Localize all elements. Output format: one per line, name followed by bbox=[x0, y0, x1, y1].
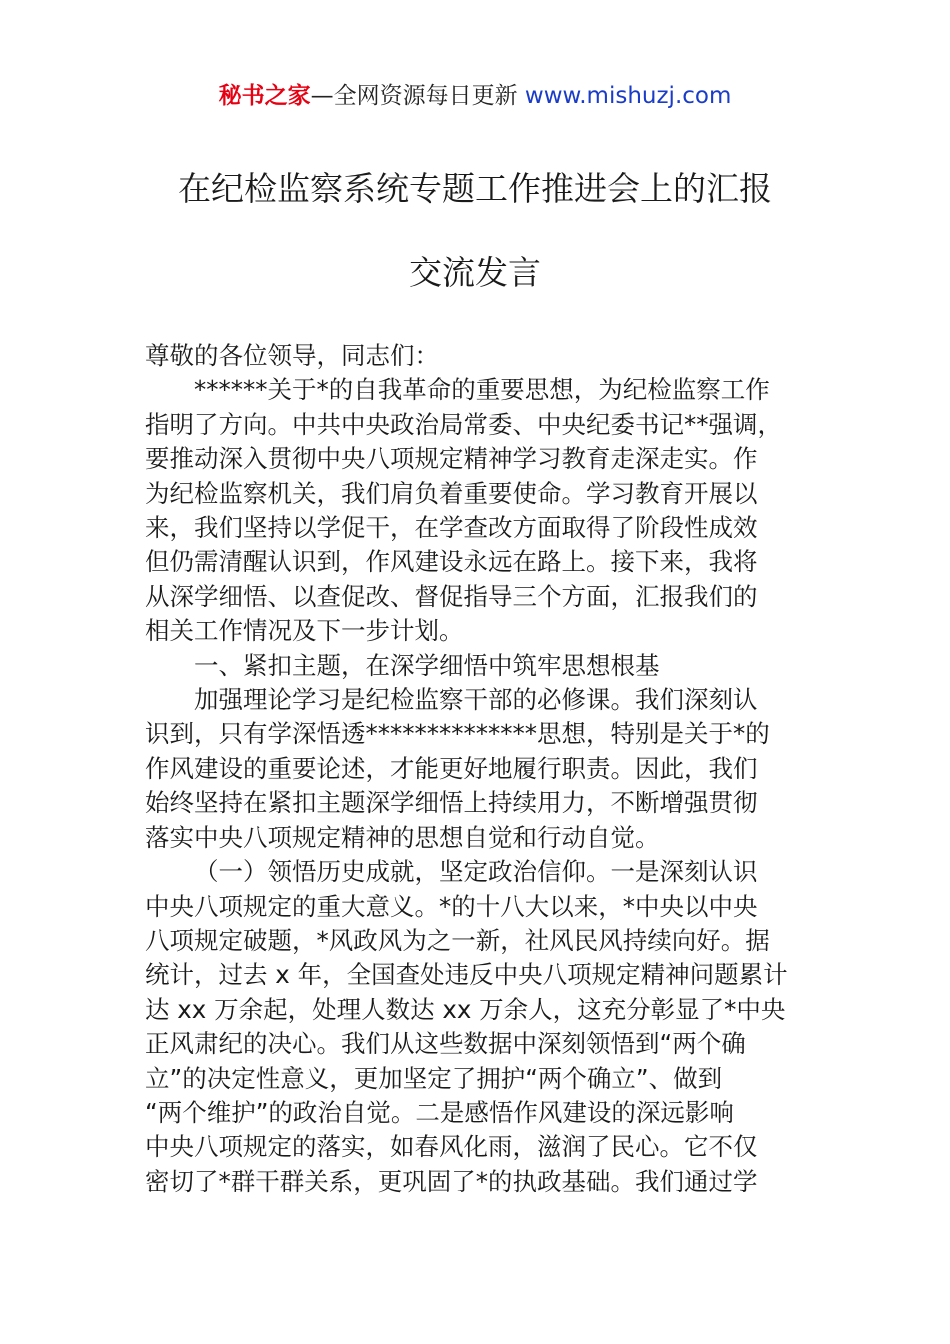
body-line: 指明了方向。中共中央政治局常委、中央纪委书记**强调， bbox=[145, 409, 782, 439]
body-line: 作风建设的重要论述，才能更好地履行职责。因此，我们 bbox=[145, 753, 758, 783]
body-line: 从深学细悟、以查促改、督促指导三个方面，汇报我们的 bbox=[145, 581, 758, 611]
body-line: 立”的决定性意义，更加坚定了拥护“两个确立”、做到 bbox=[145, 1063, 723, 1093]
body-line: （一）领悟历史成就，坚定政治信仰。一是深刻认识 bbox=[194, 857, 758, 887]
body-line: 加强理论学习是纪检监察干部的必修课。我们深刻认 bbox=[194, 685, 758, 715]
body-line: 落实中央八项规定精神的思想自觉和行动自觉。 bbox=[145, 822, 660, 852]
body-line: 中央八项规定的落实，如春风化雨，滋润了民心。它不仅 bbox=[145, 1132, 758, 1162]
body-line: 八项规定破题，*风政风为之一新，社风民风持续向好。据 bbox=[145, 925, 770, 955]
body-line: 中央八项规定的重大意义。*的十八大以来，*中央以中央 bbox=[145, 891, 758, 921]
document-title bbox=[0, 169, 950, 292]
title-line-2: 交流发言 bbox=[409, 253, 541, 292]
body-line: 尊敬的各位领导，同志们： bbox=[145, 341, 439, 370]
body-line: 密切了*群干群关系，更巩固了*的执政基础。我们通过学 bbox=[145, 1166, 758, 1196]
site-slogan: —全网资源每日更新 bbox=[310, 83, 525, 109]
body-line: 识到，只有学深悟透**************思想，特别是关于*的 bbox=[145, 719, 770, 749]
body-line: ******关于*的自我革命的重要思想，为纪检监察工作 bbox=[194, 375, 770, 405]
site-brand: 秘书之家 bbox=[218, 83, 311, 109]
body-line: 要推动深入贯彻中央八项规定精神学习教育走深走实。作 bbox=[145, 444, 758, 474]
body-line: 始终坚持在紧扣主题深学细悟上持续用力，不断增强贯彻 bbox=[145, 788, 758, 818]
site-url-link[interactable]: www.mishuzj.com bbox=[524, 83, 732, 109]
body-line: 相关工作情况及下一步计划。 bbox=[145, 616, 464, 646]
body-line: 来，我们坚持以学促干，在学查改方面取得了阶段性成效 bbox=[145, 513, 758, 543]
body-line: 统计，过去 x 年，全国查处违反中央八项规定精神问题累计 bbox=[145, 960, 788, 990]
section-heading: 一、紧扣主题，在深学细悟中筑牢思想根基 bbox=[194, 650, 660, 680]
body-line: 正风肃纪的决心。我们从这些数据中深刻领悟到“两个确 bbox=[145, 1029, 746, 1059]
title-line-1: 在纪检监察系统专题工作推进会上的汇报 bbox=[178, 169, 772, 208]
body-line: 但仍需清醒认识到，作风建设永远在路上。接下来，我将 bbox=[145, 547, 758, 577]
body-line: 为纪检监察机关，我们肩负着重要使命。学习教育开展以 bbox=[145, 478, 758, 508]
body-line: “两个维护”的政治自觉。二是感悟作风建设的深远影响 bbox=[145, 1097, 734, 1127]
body-line: 达 xx 万余起，处理人数达 xx 万余人，这充分彰显了*中央 bbox=[145, 994, 786, 1024]
document-body bbox=[145, 339, 825, 1199]
site-header bbox=[0, 80, 950, 112]
